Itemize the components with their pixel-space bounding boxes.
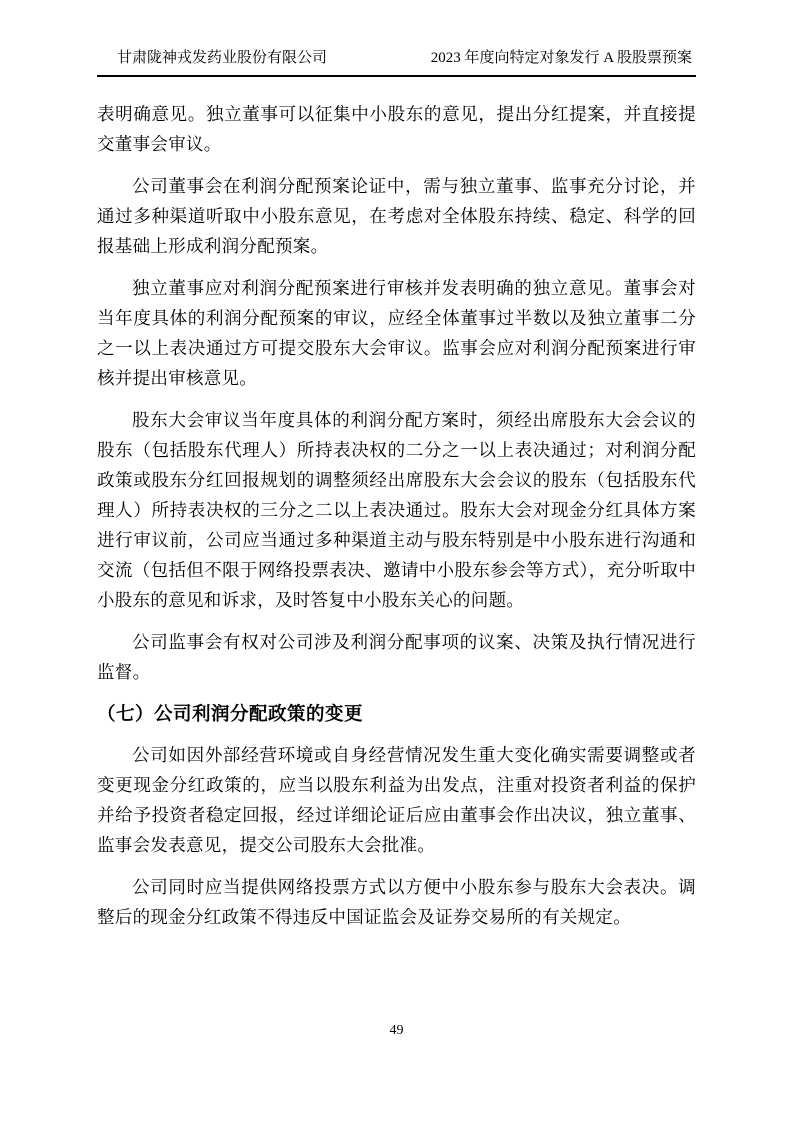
body-paragraph: 公司同时应当提供网络投票方式以方便中小股东参与股东大会表决。调整后的现金分红政策不得违反中国证监会及证券交易所的有关规定。 xyxy=(97,877,696,927)
page-header xyxy=(97,0,696,77)
body-paragraph: 公司如因外部经营环境或自身经营情况发生重大变化确实需要调整或者变更现金分红政策的，应当以股东利益为出发点，注重对投资者利益的保护并给予投资者稳定回报，经过详细论证后应由董事会作出决议，独立董事、监事会发表意见，提交公司股东大会批准。 xyxy=(97,745,696,855)
body-paragraph: 公司监事会有权对公司涉及利润分配事项的议案、决策及执行情况进行监督。 xyxy=(97,632,696,682)
body-paragraph: 表明确意见。独立董事可以征集中小股东的意见，提出分红提案，并直接提交董事会审议。 xyxy=(97,104,696,154)
page-number: 49 xyxy=(389,1023,404,1038)
header-company-name: 甘肃陇神戎发药业股份有限公司 xyxy=(117,50,328,66)
header-doc-title: 2023 年度向特定对象发行 A 股股票预案 xyxy=(430,50,692,66)
section-heading: （七）公司利润分配政策的变更 xyxy=(97,703,364,724)
body-paragraph: 公司董事会在利润分配预案论证中，需与独立董事、监事充分讨论，并通过多种渠道听取中小股东意见，在考虑对全体股东持续、稳定、科学的回报基础上形成利润分配预案。 xyxy=(97,176,696,256)
document-body xyxy=(97,99,696,932)
body-paragraph: 股东大会审议当年度具体的利润分配方案时，须经出席股东大会会议的股东（包括股东代理人）所持表决权的二分之一以上表决通过；对利润分配政策或股东分红回报规划的调整须经出席股东大会会议的股东（包括股东代理人）所持表决权的三分之二以上表决通过。股东大会对现金分红具体方案进行审议前，公司应当通过多种渠道主动与股东特别是中小股东进行沟通和交流（包括但不限于网络投票表决、邀请中小股东参会等方式），充分听取中小股东的意见和诉求，及时答复中小股东关心的问题。 xyxy=(97,410,696,610)
body-paragraph: 独立董事应对利润分配预案进行审核并发表明确的独立意见。董事会对当年度具体的利润分配预案的审议，应经全体董事过半数以及独立董事二分之一以上表决通过方可提交股东大会审议。监事会应对利润分配预案进行审核并提出审核意见。 xyxy=(97,278,696,388)
